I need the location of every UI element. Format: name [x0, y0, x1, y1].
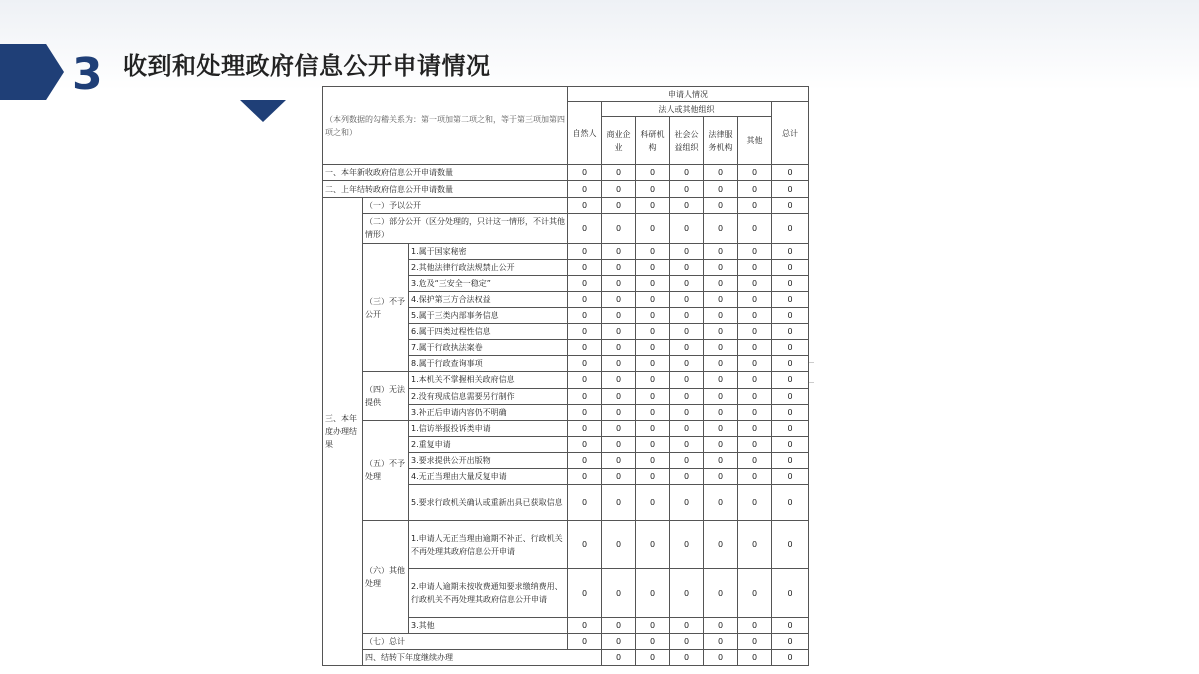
value-cell: 0: [568, 308, 602, 324]
value-cell: 0: [568, 404, 602, 420]
value-cell: 0: [670, 468, 704, 484]
table-note: （本列数据的勾稽关系为：第一项加第二项之和，等于第三项加第四项之和）: [323, 87, 568, 165]
value-cell: 0: [772, 388, 809, 404]
value-cell: 0: [738, 569, 772, 617]
value-cell: 0: [772, 275, 809, 291]
value-cell: 0: [670, 388, 704, 404]
value-cell: 0: [704, 420, 738, 436]
value-cell: 0: [738, 484, 772, 520]
value-cell: 0: [670, 633, 704, 649]
value-cell: 0: [772, 452, 809, 468]
value-cell: 0: [568, 388, 602, 404]
value-cell: 0: [772, 213, 809, 243]
value-cell: 0: [636, 356, 670, 372]
value-cell: 0: [704, 649, 738, 665]
value-cell: 0: [704, 521, 738, 569]
value-cell: 0: [772, 292, 809, 308]
value-cell: 0: [738, 181, 772, 197]
col-legal-service: 法律服务机构: [704, 117, 738, 165]
value-cell: 0: [738, 404, 772, 420]
value-cell: 0: [670, 259, 704, 275]
value-cell: 0: [670, 617, 704, 633]
value-cell: 0: [738, 197, 772, 213]
value-cell: 0: [636, 340, 670, 356]
value-cell: 0: [704, 617, 738, 633]
value-cell: 0: [636, 617, 670, 633]
value-cell: 0: [670, 649, 704, 665]
row-label: 1.本机关不掌握相关政府信息: [409, 372, 568, 388]
col-total: 总计: [772, 102, 809, 165]
value-cell: 0: [636, 388, 670, 404]
value-cell: 0: [636, 484, 670, 520]
row-label: 3.要求提供公开出版物: [409, 452, 568, 468]
row-label: 2.重复申请: [409, 436, 568, 452]
value-cell: 0: [602, 388, 636, 404]
row-label: 一、本年新收政府信息公开申请数量: [323, 165, 568, 181]
value-cell: 0: [602, 165, 636, 181]
value-cell: 0: [772, 340, 809, 356]
value-cell: 0: [602, 521, 636, 569]
value-cell: 0: [704, 243, 738, 259]
row-label: 3.其他: [409, 617, 568, 633]
value-cell: 0: [636, 259, 670, 275]
report-scan: [322, 86, 808, 666]
row-label: 8.属于行政查询事项: [409, 356, 568, 372]
value-cell: 0: [602, 649, 636, 665]
value-cell: 0: [568, 213, 602, 243]
value-cell: 0: [602, 197, 636, 213]
value-cell: 0: [704, 259, 738, 275]
value-cell: 0: [568, 633, 602, 649]
value-cell: 0: [738, 324, 772, 340]
value-cell: 0: [636, 420, 670, 436]
application-stats-table: [322, 86, 809, 666]
value-cell: 0: [670, 324, 704, 340]
value-cell: 0: [670, 420, 704, 436]
value-cell: 0: [568, 243, 602, 259]
value-cell: 0: [636, 452, 670, 468]
value-cell: 0: [704, 197, 738, 213]
value-cell: 0: [602, 569, 636, 617]
value-cell: 0: [636, 404, 670, 420]
value-cell: 0: [636, 633, 670, 649]
applicant-header: 申请人情况: [568, 87, 809, 102]
table-row: [323, 372, 809, 388]
value-cell: 0: [670, 197, 704, 213]
value-cell: 0: [602, 243, 636, 259]
value-cell: 0: [602, 356, 636, 372]
value-cell: 0: [772, 181, 809, 197]
row-label: （二）部分公开（区分处理的，只计这一情形，不计其他情形）: [363, 213, 568, 243]
table-row: [323, 197, 809, 213]
value-cell: 0: [602, 436, 636, 452]
value-cell: 0: [738, 649, 772, 665]
value-cell: 0: [670, 181, 704, 197]
value-cell: 0: [568, 356, 602, 372]
value-cell: 0: [568, 484, 602, 520]
row-label: 4.无正当理由大量反复申请: [409, 468, 568, 484]
row-label: 2.没有现成信息需要另行制作: [409, 388, 568, 404]
value-cell: 0: [704, 181, 738, 197]
table-row: [323, 181, 809, 197]
value-cell: 0: [602, 340, 636, 356]
value-cell: 0: [636, 292, 670, 308]
value-cell: 0: [704, 372, 738, 388]
value-cell: 0: [704, 340, 738, 356]
value-cell: 0: [636, 372, 670, 388]
value-cell: 0: [568, 197, 602, 213]
row-group-label: （五）不予处理: [363, 420, 409, 521]
value-cell: 0: [772, 569, 809, 617]
value-cell: 0: [738, 308, 772, 324]
value-cell: 0: [670, 452, 704, 468]
down-triangle-icon: [240, 100, 286, 122]
value-cell: 0: [772, 617, 809, 633]
value-cell: 0: [738, 275, 772, 291]
value-cell: 0: [704, 275, 738, 291]
value-cell: 0: [772, 484, 809, 520]
value-cell: 0: [738, 420, 772, 436]
value-cell: 0: [704, 452, 738, 468]
row-label: 5.要求行政机关确认或重新出具已获取信息: [409, 484, 568, 520]
value-cell: 0: [636, 275, 670, 291]
value-cell: 0: [568, 292, 602, 308]
row-label: 2.其他法律行政法规禁止公开: [409, 259, 568, 275]
value-cell: 0: [670, 521, 704, 569]
value-cell: 0: [738, 372, 772, 388]
row-label: 1.属于国家秘密: [409, 243, 568, 259]
value-cell: 0: [636, 324, 670, 340]
value-cell: 0: [738, 340, 772, 356]
value-cell: 0: [738, 356, 772, 372]
value-cell: 0: [772, 259, 809, 275]
value-cell: 0: [602, 372, 636, 388]
col-research: 科研机构: [636, 117, 670, 165]
value-cell: 0: [738, 468, 772, 484]
value-cell: 0: [704, 356, 738, 372]
table-row: [323, 420, 809, 436]
table-row: [323, 243, 809, 259]
value-cell: 0: [772, 633, 809, 649]
value-cell: 0: [636, 181, 670, 197]
value-cell: 0: [670, 243, 704, 259]
value-cell: 0: [568, 468, 602, 484]
value-cell: 0: [704, 388, 738, 404]
value-cell: 0: [738, 436, 772, 452]
row-label: 3.补正后申请内容仍不明确: [409, 404, 568, 420]
col-other: 其他: [738, 117, 772, 165]
value-cell: 0: [602, 181, 636, 197]
value-cell: 0: [670, 165, 704, 181]
value-cell: 0: [636, 213, 670, 243]
value-cell: 0: [568, 436, 602, 452]
value-cell: 0: [738, 521, 772, 569]
value-cell: 0: [568, 181, 602, 197]
row-label: 四、结转下年度继续办理: [363, 649, 602, 665]
value-cell: 0: [704, 484, 738, 520]
legal-org-header: 法人或其他组织: [602, 102, 772, 117]
value-cell: 0: [772, 356, 809, 372]
page-title: 收到和处理政府信息公开申请情况: [123, 52, 491, 80]
table-row: [323, 649, 809, 665]
value-cell: 0: [636, 436, 670, 452]
value-cell: 0: [738, 617, 772, 633]
value-cell: 0: [772, 243, 809, 259]
value-cell: 0: [772, 197, 809, 213]
value-cell: 0: [772, 165, 809, 181]
row-label: 6.属于四类过程性信息: [409, 324, 568, 340]
value-cell: 0: [670, 484, 704, 520]
value-cell: 0: [636, 521, 670, 569]
col-commercial: 商业企业: [602, 117, 636, 165]
value-cell: 0: [738, 452, 772, 468]
value-cell: 0: [670, 213, 704, 243]
value-cell: 0: [568, 569, 602, 617]
value-cell: 0: [636, 243, 670, 259]
value-cell: 0: [602, 404, 636, 420]
table-row: [323, 521, 809, 569]
value-cell: 0: [738, 165, 772, 181]
value-cell: 0: [568, 372, 602, 388]
value-cell: 0: [636, 569, 670, 617]
value-cell: 0: [704, 569, 738, 617]
row-label: 1.申请人无正当理由逾期不补正、行政机关不再处理其政府信息公开申请: [409, 521, 568, 569]
value-cell: 0: [704, 308, 738, 324]
row-group-label: （三）不予公开: [363, 243, 409, 372]
value-cell: 0: [772, 324, 809, 340]
value-cell: 0: [704, 292, 738, 308]
value-cell: 0: [670, 308, 704, 324]
value-cell: 0: [670, 292, 704, 308]
row-group-label: （六）其他处理: [363, 521, 409, 634]
row-label: 二、上年结转政府信息公开申请数量: [323, 181, 568, 197]
col-natural-person: 自然人: [568, 102, 602, 165]
row-label: 7.属于行政执法案卷: [409, 340, 568, 356]
row-group-label: 三、本年度办理结果: [323, 197, 363, 665]
value-cell: 0: [738, 213, 772, 243]
value-cell: 0: [602, 213, 636, 243]
value-cell: 0: [602, 259, 636, 275]
value-cell: 0: [738, 292, 772, 308]
row-group-label: （四）无法提供: [363, 372, 409, 420]
value-cell: 0: [772, 468, 809, 484]
row-label: （一）予以公开: [363, 197, 568, 213]
value-cell: 0: [772, 308, 809, 324]
row-label: （七）总计: [363, 633, 568, 649]
value-cell: 0: [602, 308, 636, 324]
value-cell: 0: [568, 340, 602, 356]
value-cell: 0: [670, 569, 704, 617]
value-cell: 0: [704, 165, 738, 181]
value-cell: 0: [602, 484, 636, 520]
row-label: 5.属于三类内部事务信息: [409, 308, 568, 324]
value-cell: 0: [568, 617, 602, 633]
value-cell: 0: [602, 420, 636, 436]
value-cell: 0: [772, 436, 809, 452]
row-label: 3.危及“三安全一稳定”: [409, 275, 568, 291]
value-cell: 0: [602, 617, 636, 633]
value-cell: 0: [568, 521, 602, 569]
value-cell: 0: [636, 649, 670, 665]
value-cell: 0: [636, 197, 670, 213]
section-number: 3: [72, 49, 103, 100]
value-cell: 0: [772, 372, 809, 388]
value-cell: 0: [568, 259, 602, 275]
value-cell: 0: [704, 324, 738, 340]
value-cell: 0: [602, 452, 636, 468]
value-cell: 0: [738, 388, 772, 404]
value-cell: 0: [602, 275, 636, 291]
value-cell: 0: [772, 404, 809, 420]
value-cell: 0: [704, 468, 738, 484]
value-cell: 0: [568, 275, 602, 291]
table-row: [323, 165, 809, 181]
value-cell: 0: [670, 404, 704, 420]
col-social-welfare: 社会公益组织: [670, 117, 704, 165]
value-cell: 0: [670, 275, 704, 291]
value-cell: 0: [704, 436, 738, 452]
value-cell: 0: [772, 521, 809, 569]
row-label: 1.信访举报投诉类申请: [409, 420, 568, 436]
value-cell: 0: [670, 356, 704, 372]
value-cell: 0: [636, 468, 670, 484]
row-label: 2.申请人逾期未按收费通知要求缴纳费用、行政机关不再处理其政府信息公开申请: [409, 569, 568, 617]
value-cell: 0: [772, 649, 809, 665]
value-cell: 0: [568, 165, 602, 181]
value-cell: 0: [602, 468, 636, 484]
value-cell: 0: [602, 324, 636, 340]
table-row: [323, 633, 809, 649]
value-cell: 0: [670, 436, 704, 452]
value-cell: 0: [704, 404, 738, 420]
value-cell: 0: [602, 292, 636, 308]
value-cell: 0: [568, 420, 602, 436]
value-cell: 0: [670, 372, 704, 388]
table-row: [323, 87, 809, 102]
value-cell: 0: [738, 259, 772, 275]
value-cell: 0: [670, 340, 704, 356]
value-cell: 0: [602, 633, 636, 649]
value-cell: 0: [738, 243, 772, 259]
value-cell: 0: [568, 452, 602, 468]
table-row: [323, 213, 809, 243]
value-cell: 0: [704, 633, 738, 649]
value-cell: 0: [704, 213, 738, 243]
row-label: 4.保护第三方合法权益: [409, 292, 568, 308]
value-cell: 0: [738, 633, 772, 649]
value-cell: 0: [568, 324, 602, 340]
value-cell: 0: [636, 308, 670, 324]
value-cell: 0: [772, 420, 809, 436]
value-cell: 0: [636, 165, 670, 181]
